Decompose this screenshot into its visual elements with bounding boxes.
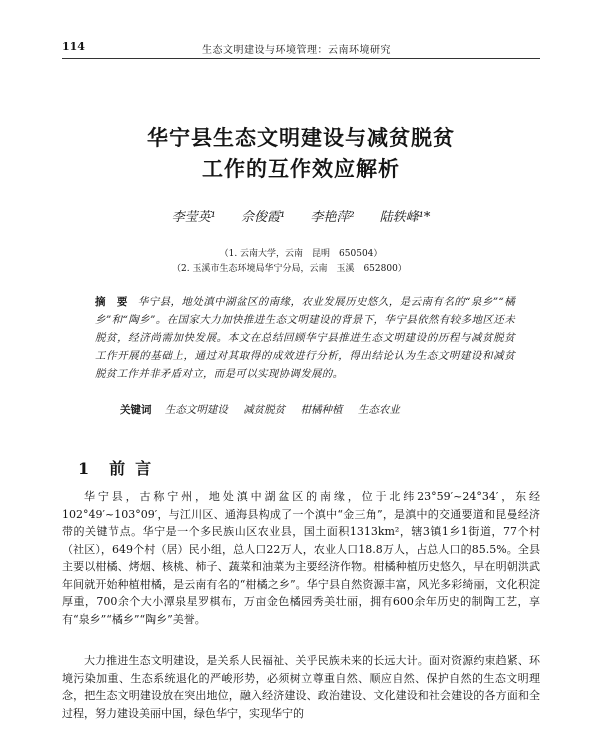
body-paragraph-2: 大力推进生态文明建设，是关系人民福祉、关乎民族未来的长远大计。面对资源约束趋紧、环境污染加重、生态系统退化的严峻形势，必须树立尊重自然、顺应自然、保护自然的生态文明理念，把生态文明建设放在突出地位，融入经济建设、政治建设、文化建设和社会建设的各方面和全过程，努力建设美丽中国，绿色华宁，实现华宁的 <box>62 654 540 720</box>
author-2: 佘俊霞¹ <box>240 210 286 225</box>
affiliation-2: （2. 玉溪市生态环境局华宁分局，云南 玉溪 652800） <box>172 264 407 274</box>
section-title: 前言 <box>109 459 162 478</box>
title-line-2: 工作的互作效应解析 <box>202 156 400 181</box>
affiliation-1: （1. 云南大学，云南 昆明 650504） <box>219 249 383 259</box>
article-title <box>62 122 540 184</box>
affiliations <box>62 247 540 277</box>
abstract <box>95 293 515 383</box>
keyword-2: 减贫脱贫 <box>243 404 286 416</box>
body-paragraph-1: 华宁县，古称宁州，地处滇中湖盆区的南缘，位于北纬23°59′~24°34′，东经102°49′~103°09′，与江川区、通海县构成了一个滇中“金三角”，是滇中的交通要道和昆曼经济带的关键节点。华宁是一个多民族山区农业县，国土面积1313km²，辖3镇1乡1街道，77个村（社区），649个村（居）民小组，总人口22万人，农业人口18.8万人，占总人口的85.5%。全县主要以柑橘、烤烟、核桃、柿子、蔬菜和油菜为主要经济作物。柑橘种植历史悠久，早在明朝洪武年间就开始种植柑橘，是云南有名的“柑橘之乡”。华宁县自然资源丰富，风光多彩绮丽，文化积淀厚重，700余个大小潭泉星罗棋布，万亩金色橘园秀美壮丽，拥有600余年历史的制陶工艺，享有“泉乡”“橘乡”“陶乡”美誉。 <box>62 490 540 626</box>
keywords <box>120 402 520 417</box>
title-line-1: 华宁县生态文明建设与减贫脱贫 <box>147 125 455 150</box>
keyword-3: 柑橘种植 <box>300 404 343 416</box>
author-1: 李莹英¹ <box>171 210 216 225</box>
page-number: 114 <box>62 40 85 53</box>
keyword-4: 生态农业 <box>357 404 400 416</box>
abstract-label: 摘 要 <box>95 296 128 308</box>
section-heading <box>78 456 161 479</box>
author-4: 陆轶峰¹* <box>379 210 431 225</box>
keyword-1: 生态文明建设 <box>164 404 228 416</box>
author-3: 李艳萍² <box>310 210 355 225</box>
keywords-label: 关键词 <box>120 404 152 416</box>
author-list <box>62 206 540 225</box>
running-header <box>62 38 540 59</box>
running-title: 生态文明建设与环境管理：云南环境研究 <box>202 45 391 56</box>
abstract-text: 华宁县，地处滇中湖盆区的南缘，农业发展历史悠久，是云南有名的“泉乡”“橘乡”和“陶乡”。在国家大力加快推进生态文明建设的背景下，华宁县依然有较多地区还未脱贫，经济尚需加快发展。本文在总结回顾华宁县推进生态文明建设的历程与减贫脱贫工作开展的基础上，通过对其取得的成效进行分析，得出结论认为生态文明建设和减贫脱贫工作并非矛盾对立，而是可以实现协调发展的。 <box>95 296 515 380</box>
section-number: 1 <box>78 459 90 478</box>
